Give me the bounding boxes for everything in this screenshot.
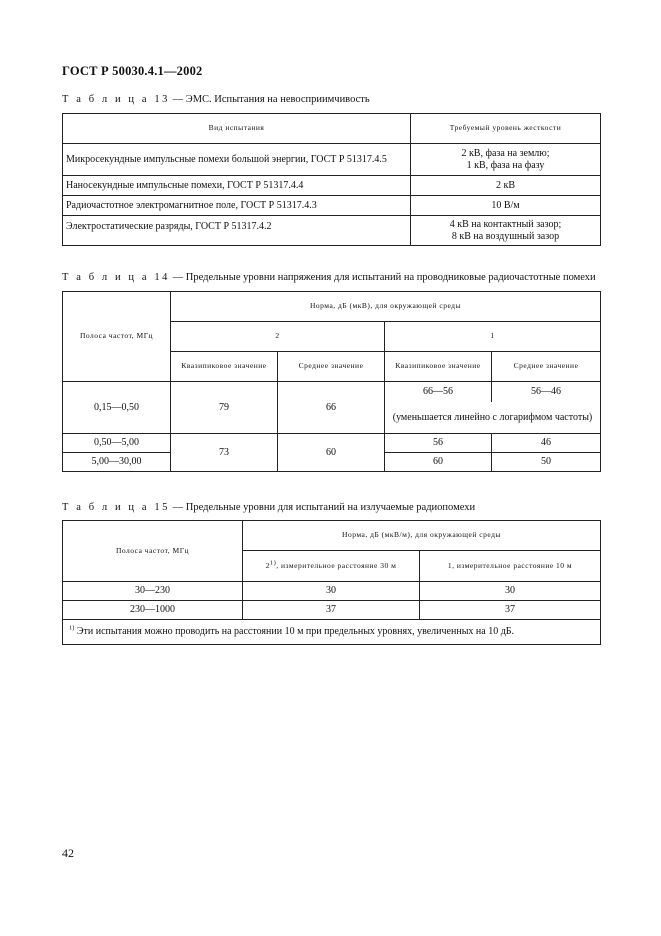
table-row (63, 144, 601, 176)
table-13-header-level: Требуемый уровень жесткости (411, 114, 601, 144)
table-13-level-cell (411, 144, 601, 176)
table-15-caption (62, 502, 475, 513)
table-14-header-env1-average: Среднее значение (492, 352, 601, 382)
table-14-caption-prefix: Т а б л и ц а 14 (62, 272, 171, 283)
env1-average-cell: 50 (492, 453, 601, 472)
env1-linear-note: (уменьшается линейно с логарифмом частоты) (385, 402, 601, 434)
table-13-level-cell (411, 216, 601, 246)
table-13-level-cell: 10 В/м (411, 196, 601, 216)
table-row (63, 382, 601, 402)
env1-quasi-peak-cell: 66—56 (385, 382, 492, 402)
env2-number: 2 (265, 560, 270, 570)
level-line-1: 2 кВ, фаза на землю; (461, 148, 550, 159)
page-number: 42 (62, 846, 74, 860)
table-14-caption (62, 272, 596, 283)
table-13-caption (62, 94, 370, 105)
table-15-header-norm: Норма, дБ (мкВ/м), для окружающей среды (243, 521, 601, 551)
table-14-header-env2-quasi-peak: Квазипиковое значение (171, 352, 278, 382)
footnote-marker: 1) (69, 624, 75, 632)
table-14-header-env2-average: Среднее значение (278, 352, 385, 382)
table-15-footnote (63, 620, 601, 645)
frequency-cell: 0,50—5,00 (63, 434, 171, 453)
table-13-caption-prefix: Т а б л и ц а 13 (62, 94, 171, 105)
table-13-test-cell: Электростатические разряды, ГОСТ Р 51317.4.2 (63, 216, 411, 246)
table-row (63, 196, 601, 216)
table-13-caption-text: — ЭМС. Испытания на невосприимчивость (170, 94, 370, 105)
table-15-caption-prefix: Т а б л и ц а 15 (62, 502, 171, 513)
table-13-level-cell: 2 кВ (411, 176, 601, 196)
frequency-cell: 30—230 (63, 582, 243, 601)
table-14-caption-text: — Предельные уровни напряжения для испытаний на проводниковые радиочастотные помехи (170, 272, 596, 283)
table-14-header-env-1: 1 (385, 322, 601, 352)
table-15-header-frequency: Полоса частот, МГц (63, 521, 243, 582)
table-13-test-cell: Микросекундные импульсные помехи большой энергии, ГОСТ Р 51317.4.5 (63, 144, 411, 176)
env1-value-cell: 30 (420, 582, 601, 601)
table-14 (62, 291, 601, 472)
table-row (63, 601, 601, 620)
table-15-header-env-2 (243, 551, 420, 582)
env1-quasi-peak-cell: 56 (385, 434, 492, 453)
table-14-header-env-2: 2 (171, 322, 385, 352)
table-13-header-test: Вид испытания (63, 114, 411, 144)
table-row (63, 176, 601, 196)
table-13-test-cell: Наносекундные импульсные помехи, ГОСТ Р 51317.4.4 (63, 176, 411, 196)
table-14-header-norm: Норма, дБ (мкВ), для окружающей среды (171, 292, 601, 322)
frequency-cell: 5,00—30,00 (63, 453, 171, 472)
table-15-caption-text: — Предельные уровни для испытаний на излучаемые радиопомехи (170, 502, 476, 513)
document-title: ГОСТ Р 50030.4.1—2002 (62, 64, 203, 78)
table-14-header-env1-quasi-peak: Квазипиковое значение (385, 352, 492, 382)
table-13 (62, 113, 601, 246)
env2-quasi-peak-cell: 73 (171, 434, 278, 472)
table-14-header-frequency: Полоса частот, МГц (63, 292, 171, 382)
table-13-test-cell: Радиочастотное электромагнитное поле, ГОСТ Р 51317.4.3 (63, 196, 411, 216)
table-row (63, 216, 601, 246)
table-15-header-env-1: 1, измерительное расстояние 10 м (420, 551, 601, 582)
level-line-1: 4 кВ на контактный зазор; (449, 219, 562, 230)
env1-average-cell: 46 (492, 434, 601, 453)
env1-quasi-peak-cell: 60 (385, 453, 492, 472)
footnote-marker: 1) (269, 559, 277, 567)
env2-average-cell: 60 (278, 434, 385, 472)
env2-distance: , измерительное расстояние 30 м (276, 560, 397, 570)
frequency-cell: 230—1000 (63, 601, 243, 620)
table-row (63, 434, 601, 453)
env2-value-cell: 30 (243, 582, 420, 601)
level-line-2: 8 кВ на воздушный зазор (451, 230, 560, 242)
env2-average-cell: 66 (278, 382, 385, 434)
table-row (63, 582, 601, 601)
env2-quasi-peak-cell: 79 (171, 382, 278, 434)
frequency-cell: 0,15—0,50 (63, 382, 171, 434)
footnote-text: Эти испытания можно проводить на расстоянии 10 м при предельных уровнях, увеличенных на 10 дБ. (74, 626, 515, 637)
table-15 (62, 520, 601, 645)
env2-value-cell: 37 (243, 601, 420, 620)
env1-average-cell: 56—46 (492, 382, 601, 402)
level-line-2: 1 кВ, фаза на фазу (466, 159, 545, 171)
env1-value-cell: 37 (420, 601, 601, 620)
